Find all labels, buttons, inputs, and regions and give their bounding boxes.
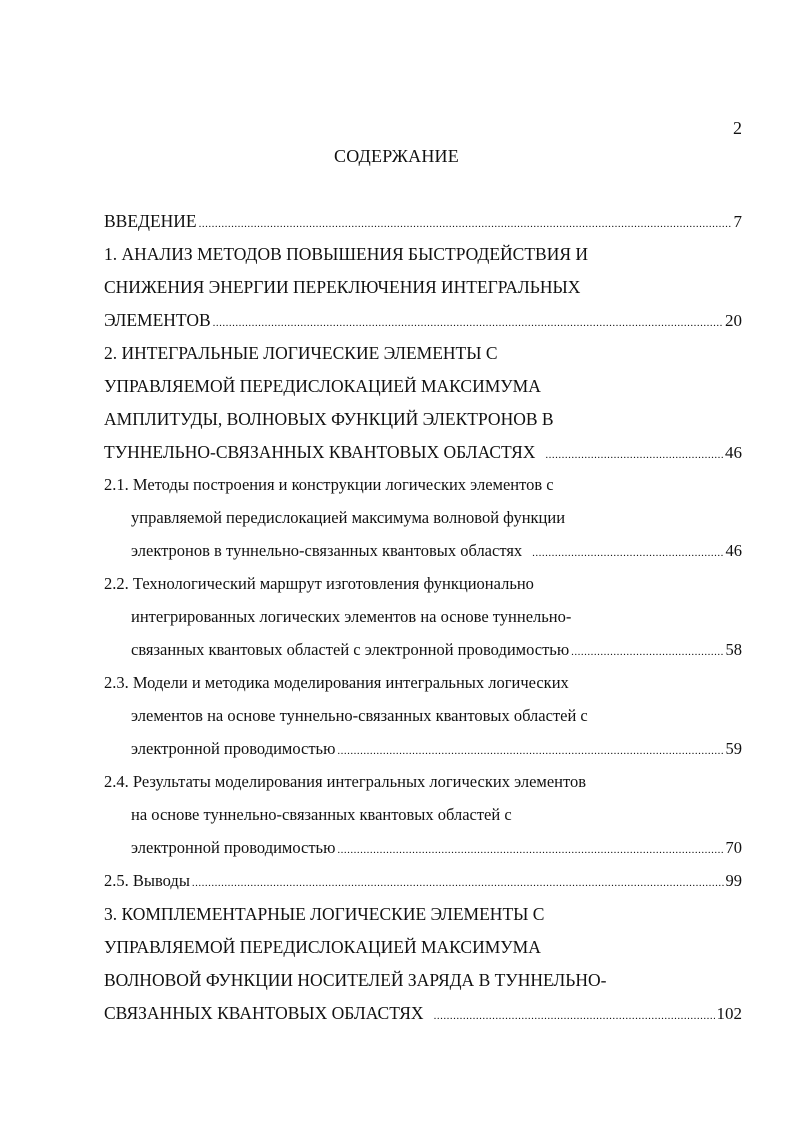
toc-page-number: 58 xyxy=(725,640,742,659)
toc-entry-chapter-3[interactable] xyxy=(104,902,742,926)
toc-entry-title: 2.1. Методы построения и конструкции логических элементов с xyxy=(104,475,554,494)
dot-leader xyxy=(434,1004,715,1028)
toc-entry-title: 3. КОМПЛЕМЕНТАРНЫЕ ЛОГИЧЕСКИЕ ЭЛЕМЕНТЫ С xyxy=(104,904,545,924)
toc-entry-section-2-2-end[interactable] xyxy=(131,638,742,662)
toc-entry-title: ВВЕДЕНИЕ xyxy=(104,211,197,231)
toc-page-number: 70 xyxy=(725,838,742,857)
toc-entry-section-2-2-cont[interactable] xyxy=(131,605,742,629)
toc-entry-title: элементов на основе туннельно-связанных квантовых областей с xyxy=(131,706,588,725)
toc-entry-title: СНИЖЕНИЯ ЭНЕРГИИ ПЕРЕКЛЮЧЕНИЯ ИНТЕГРАЛЬНЫХ xyxy=(104,277,581,297)
dot-leader xyxy=(532,541,723,565)
toc-entry-section-2-1-cont[interactable] xyxy=(131,506,742,530)
toc-entry-title: управляемой передислокацией максимума волновой функции xyxy=(131,508,566,527)
toc-entry-chapter-3-cont[interactable] xyxy=(104,935,742,959)
toc-entry-title: связанных квантовых областей с электронной проводимостью xyxy=(131,640,570,659)
dot-leader xyxy=(571,640,723,664)
toc-entry-section-2-4-end[interactable] xyxy=(131,836,742,860)
toc-entry-title: 2.4. Результаты моделирования интегральных логических элементов xyxy=(104,772,587,791)
toc-entry-chapter-1[interactable] xyxy=(104,242,742,266)
toc-entry-section-2-1[interactable] xyxy=(104,473,742,497)
toc-entry-title: 2.5. Выводы xyxy=(104,871,190,890)
dot-leader xyxy=(213,311,723,335)
toc-page-number: 7 xyxy=(733,212,742,231)
toc-entry-section-2-5[interactable] xyxy=(104,869,742,893)
toc-entry-title: СВЯЗАННЫХ КВАНТОВЫХ ОБЛАСТЯХ xyxy=(104,1003,424,1023)
toc-entry-title: УПРАВЛЯЕМОЙ ПЕРЕДИСЛОКАЦИЕЙ МАКСИМУМА xyxy=(104,376,541,396)
toc-entry-chapter-3-end[interactable] xyxy=(104,1001,742,1025)
toc-entry-title: электронной проводимостью xyxy=(131,739,336,758)
toc-page-number: 46 xyxy=(725,443,742,462)
toc-entry-chapter-1-cont[interactable] xyxy=(104,275,742,299)
dot-leader xyxy=(337,838,723,862)
toc-entry-title: УПРАВЛЯЕМОЙ ПЕРЕДИСЛОКАЦИЕЙ МАКСИМУМА xyxy=(104,937,541,957)
page-title: СОДЕРЖАНИЕ xyxy=(334,146,459,166)
toc-entry-title: электронов в туннельно-связанных квантовых областях xyxy=(131,541,523,560)
toc-entry-title: АМПЛИТУДЫ, ВОЛНОВЫХ ФУНКЦИЙ ЭЛЕКТРОНОВ В xyxy=(104,409,554,429)
toc-entry-chapter-2[interactable] xyxy=(104,341,742,365)
toc-page-number: 46 xyxy=(725,541,742,560)
toc-entry-title: на основе туннельно-связанных квантовых областей с xyxy=(131,805,512,824)
toc-entry-chapter-2-cont[interactable] xyxy=(104,407,742,431)
dot-leader xyxy=(192,871,724,895)
toc-entry-section-2-3-cont[interactable] xyxy=(131,704,742,728)
dot-leader xyxy=(545,443,723,467)
toc-entry-section-2-1-end[interactable] xyxy=(131,539,742,563)
toc-page-number: 99 xyxy=(725,871,742,890)
toc-page-number: 102 xyxy=(716,1004,742,1023)
toc-entry-introduction[interactable] xyxy=(104,209,742,233)
toc-page-number: 59 xyxy=(725,739,742,758)
toc-entry-section-2-3[interactable] xyxy=(104,671,742,695)
toc-entry-title: 1. АНАЛИЗ МЕТОДОВ ПОВЫШЕНИЯ БЫСТРОДЕЙСТВИЯ И xyxy=(104,244,589,264)
toc-entry-title: 2.2. Технологический маршрут изготовления функционально xyxy=(104,574,534,593)
toc-entry-title: ТУННЕЛЬНО-СВЯЗАННЫХ КВАНТОВЫХ ОБЛАСТЯХ xyxy=(104,442,536,462)
toc-entry-section-2-3-end[interactable] xyxy=(131,737,742,761)
toc-entry-chapter-2-end[interactable] xyxy=(104,440,742,464)
toc-entry-section-2-4-cont[interactable] xyxy=(131,803,742,827)
toc-page-number: 20 xyxy=(725,311,742,330)
toc-entry-section-2-4[interactable] xyxy=(104,770,742,794)
toc-entry-title: ЭЛЕМЕНТОВ xyxy=(104,310,211,330)
toc-entry-chapter-2-cont[interactable] xyxy=(104,374,742,398)
dot-leader xyxy=(337,739,723,763)
dot-leader xyxy=(199,212,732,236)
toc-entry-title: ВОЛНОВОЙ ФУНКЦИИ НОСИТЕЛЕЙ ЗАРЯДА В ТУННЕЛЬНО- xyxy=(104,970,607,990)
toc-entry-chapter-1-end[interactable] xyxy=(104,308,742,332)
toc-entry-section-2-2[interactable] xyxy=(104,572,742,596)
page-number: 2 xyxy=(733,118,742,138)
toc-entry-title: электронной проводимостью xyxy=(131,838,336,857)
toc-entry-title: 2. ИНТЕГРАЛЬНЫЕ ЛОГИЧЕСКИЕ ЭЛЕМЕНТЫ С xyxy=(104,343,498,363)
table-of-contents xyxy=(104,0,742,1122)
toc-entry-title: интегрированных логических элементов на основе туннельно- xyxy=(131,607,572,626)
toc-entry-title: 2.3. Модели и методика моделирования интегральных логических xyxy=(104,673,569,692)
toc-entry-chapter-3-cont[interactable] xyxy=(104,968,742,992)
